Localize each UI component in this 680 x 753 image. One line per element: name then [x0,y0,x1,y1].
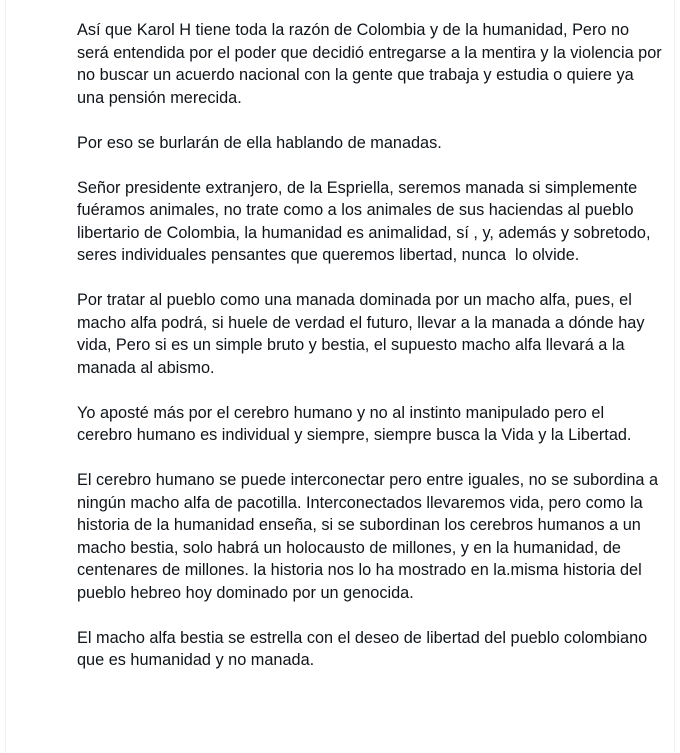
post-paragraph-4: Por tratar al pueblo como una manada dominada por un macho alfa, pues, el macho alfa podrá, si huele de verdad el futuro, llevar a la manada a dónde hay vida, Pero si es un simple bruto y bestia, el supuesto macho alfa llevará a la manada al abismo. [77,291,650,377]
post-paragraph-6: El cerebro humano se puede interconectar pero entre iguales, no se subordina a ningún macho alfa de pacotilla. Interconectados llevaremos vida, pero como la historia de la humanidad enseña, si se subordinan los cerebros humanos a un macho bestia, solo habrá un holocausto de millones, y en la humanidad, de centenares de millones. la historia nos lo ha mostrado en la.misma historia del pueblo hebreo hoy dominado por un genocida. [77,471,663,602]
post-paragraph-5: Yo aposté más por el cerebro humano y no al instinto manipulado pero el cerebro humano es individual y siempre, siempre busca la Vida y la Libertad. [77,403,632,444]
post-column [5,0,675,753]
post-paragraph-3: Señor presidente extranjero, de la Espriella, seremos manada si simplemente fuéramos animales, no trate como a los animales de sus haciendas al pueblo libertario de Colombia, la humanidad es animalidad, sí , y, además y sobretodo, seres individuales pensantes que queremos libertad, nunca lo olvide. [77,178,655,264]
post-text [77,19,667,672]
post-paragraph-7: El macho alfa bestia se estrella con el deseo de libertad del pueblo colombiano que es humanidad y no manada. [77,628,652,669]
post-paragraph-2: Por eso se burlarán de ella hablando de manadas. [77,133,442,152]
post-paragraph-1: Así que Karol H tiene toda la razón de Colombia y de la humanidad, Pero no será entendida por el poder que decidió entregarse a la mentira y la violencia por no buscar un acuerdo nacional con la gente que trabaja y estudia o quiere ya una pensión merecida. [77,21,667,107]
